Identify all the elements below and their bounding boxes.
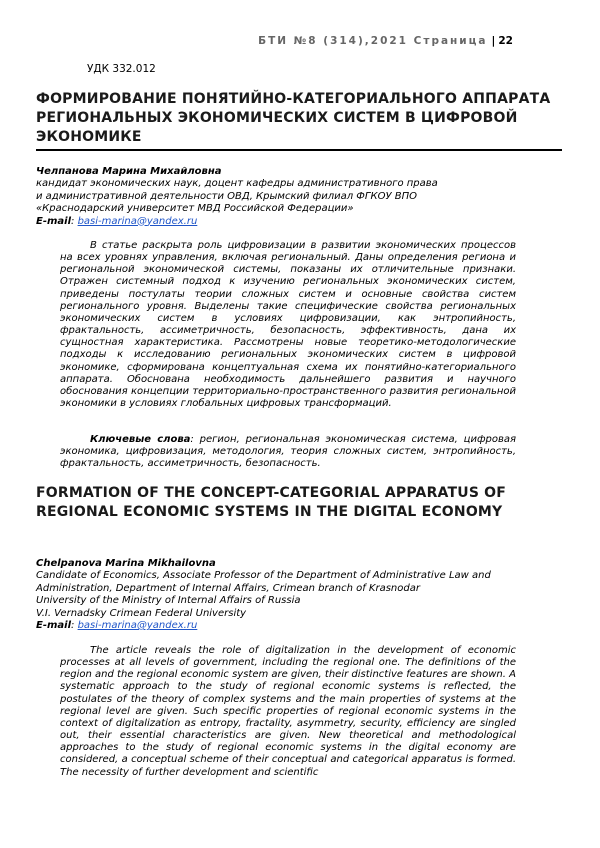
affiliation-line: Administration, Department of Internal Affairs, Crimean branch of Krasnodar [36,582,420,594]
affiliation-line: Candidate of Economics, Associate Professor of the Department of Administrative Law and [36,570,491,582]
email-row-ru: E-mail: basi-marina@yandex.ru [36,215,198,227]
keywords-list: регион, региональная экономическая система, цифровая экономика, цифровизация, методология, теория сложных систем, энтропийность, фрактальность, ассиметричность, безопасность. [60,434,517,470]
header-separator: | [491,35,496,47]
keywords-label: Ключевые слова [90,434,191,445]
affiliation-line: V.I. Vernadsky Crimean Federal University [36,607,247,619]
author-block-en [36,558,556,632]
author-name-en: Chelpanova Marina Mikhailovna [36,558,216,569]
page-number: 22 [498,35,513,47]
affiliation-line: University of the Ministry of Internal Affairs of Russia [36,595,301,607]
email-label: E-mail [36,620,72,632]
email-link-ru[interactable]: basi-marina@yandex.ru [77,215,198,227]
keywords-ru: Ключевые слова: регион, региональная экономическая система, цифровая экономика, цифровизация, методология, теория сложных систем, энтропийность, фрактальность, ассиметричность, безопасность. [60,434,517,470]
journal-issue-label: БТИ №8 (314),2021 Страница [258,35,488,47]
email-row-en: E-mail: basi-marina@yandex.ru [36,620,198,632]
author-block-ru [36,166,556,228]
title-divider [36,149,562,151]
abstract-ru: В статье раскрыта роль цифровизации в развитии экономических процессов на всех уровнях управления, включая региональный. Даны определения региона и региональной экономической системы, показаны их отличительные признаки. Отражен системный подход к изучению региональных экономических систем, приведены постулаты теории сложных систем и основные свойства систем регионального уровня. Выделены такие специфические свойства региональных экономических систем в условиях цифровизации, как энтропийность, фрактальность, ассиметричность, безопасность, эффективность, дана их сущностная характеристика. Рассмотрены новые теоретико-методологические подходы к исследованию региональных экономических систем в цифровой экономике, сформирована концептуальная схема их понятийно-категориального аппарата. Обоснована необходимость дальнейшего развития и научного обоснования концепции территориально-пространственного развития региональной экономики в условиях глобальных цифровых трансформаций. [60,240,516,410]
article-title-en: FORMATION OF THE CONCEPT-CATEGORIAL APPARATUS OF REGIONAL ECONOMIC SYSTEMS IN THE DIGITAL ECONOMY [36,485,507,520]
running-header [258,35,513,47]
author-name-ru: Челпанова Марина Михайловна [36,166,222,177]
email-link-en[interactable]: basi-marina@yandex.ru [77,620,198,632]
affiliation-line: и административной деятельности ОВД, Крымский филиал ФГКОУ ВПО [36,190,417,202]
affiliation-line: кандидат экономических наук, доцент кафедры административного права [36,178,438,190]
affiliation-line: «Краснодарский университет МВД Российской Федерации» [36,203,354,215]
article-title-ru: ФОРМИРОВАНИЕ ПОНЯТИЙНО-КАТЕГОРИАЛЬНОГО АППАРАТА РЕГИОНАЛЬНЫХ ЭКОНОМИЧЕСКИХ СИСТЕМ В ЦИФРОВОЙ ЭКОНОМИКЕ [36,91,551,145]
abstract-en: The article reveals the role of digitalization in the development of economic processes at all levels of government, including the regional one. The definitions of the region and the regional economic system are given, their distinctive features are shown. A systematic approach to the study of regional economic systems is reflected, the postulates of the theory of complex systems and the main properties of systems at the regional level are given. Such specific properties of regional economic systems in the context of digitalization as entropy, fractality, asymmetry, security, efficiency are singled out, their essential characteristics are given. New theoretical and methodological approaches to the study of regional economic systems in the digital economy are considered, a conceptual scheme of their conceptual and categorical apparatus is formed. The necessity of further development and scientific [60,645,516,778]
udk-code: УДК 332.012 [87,63,156,75]
email-label: E-mail [36,215,72,227]
